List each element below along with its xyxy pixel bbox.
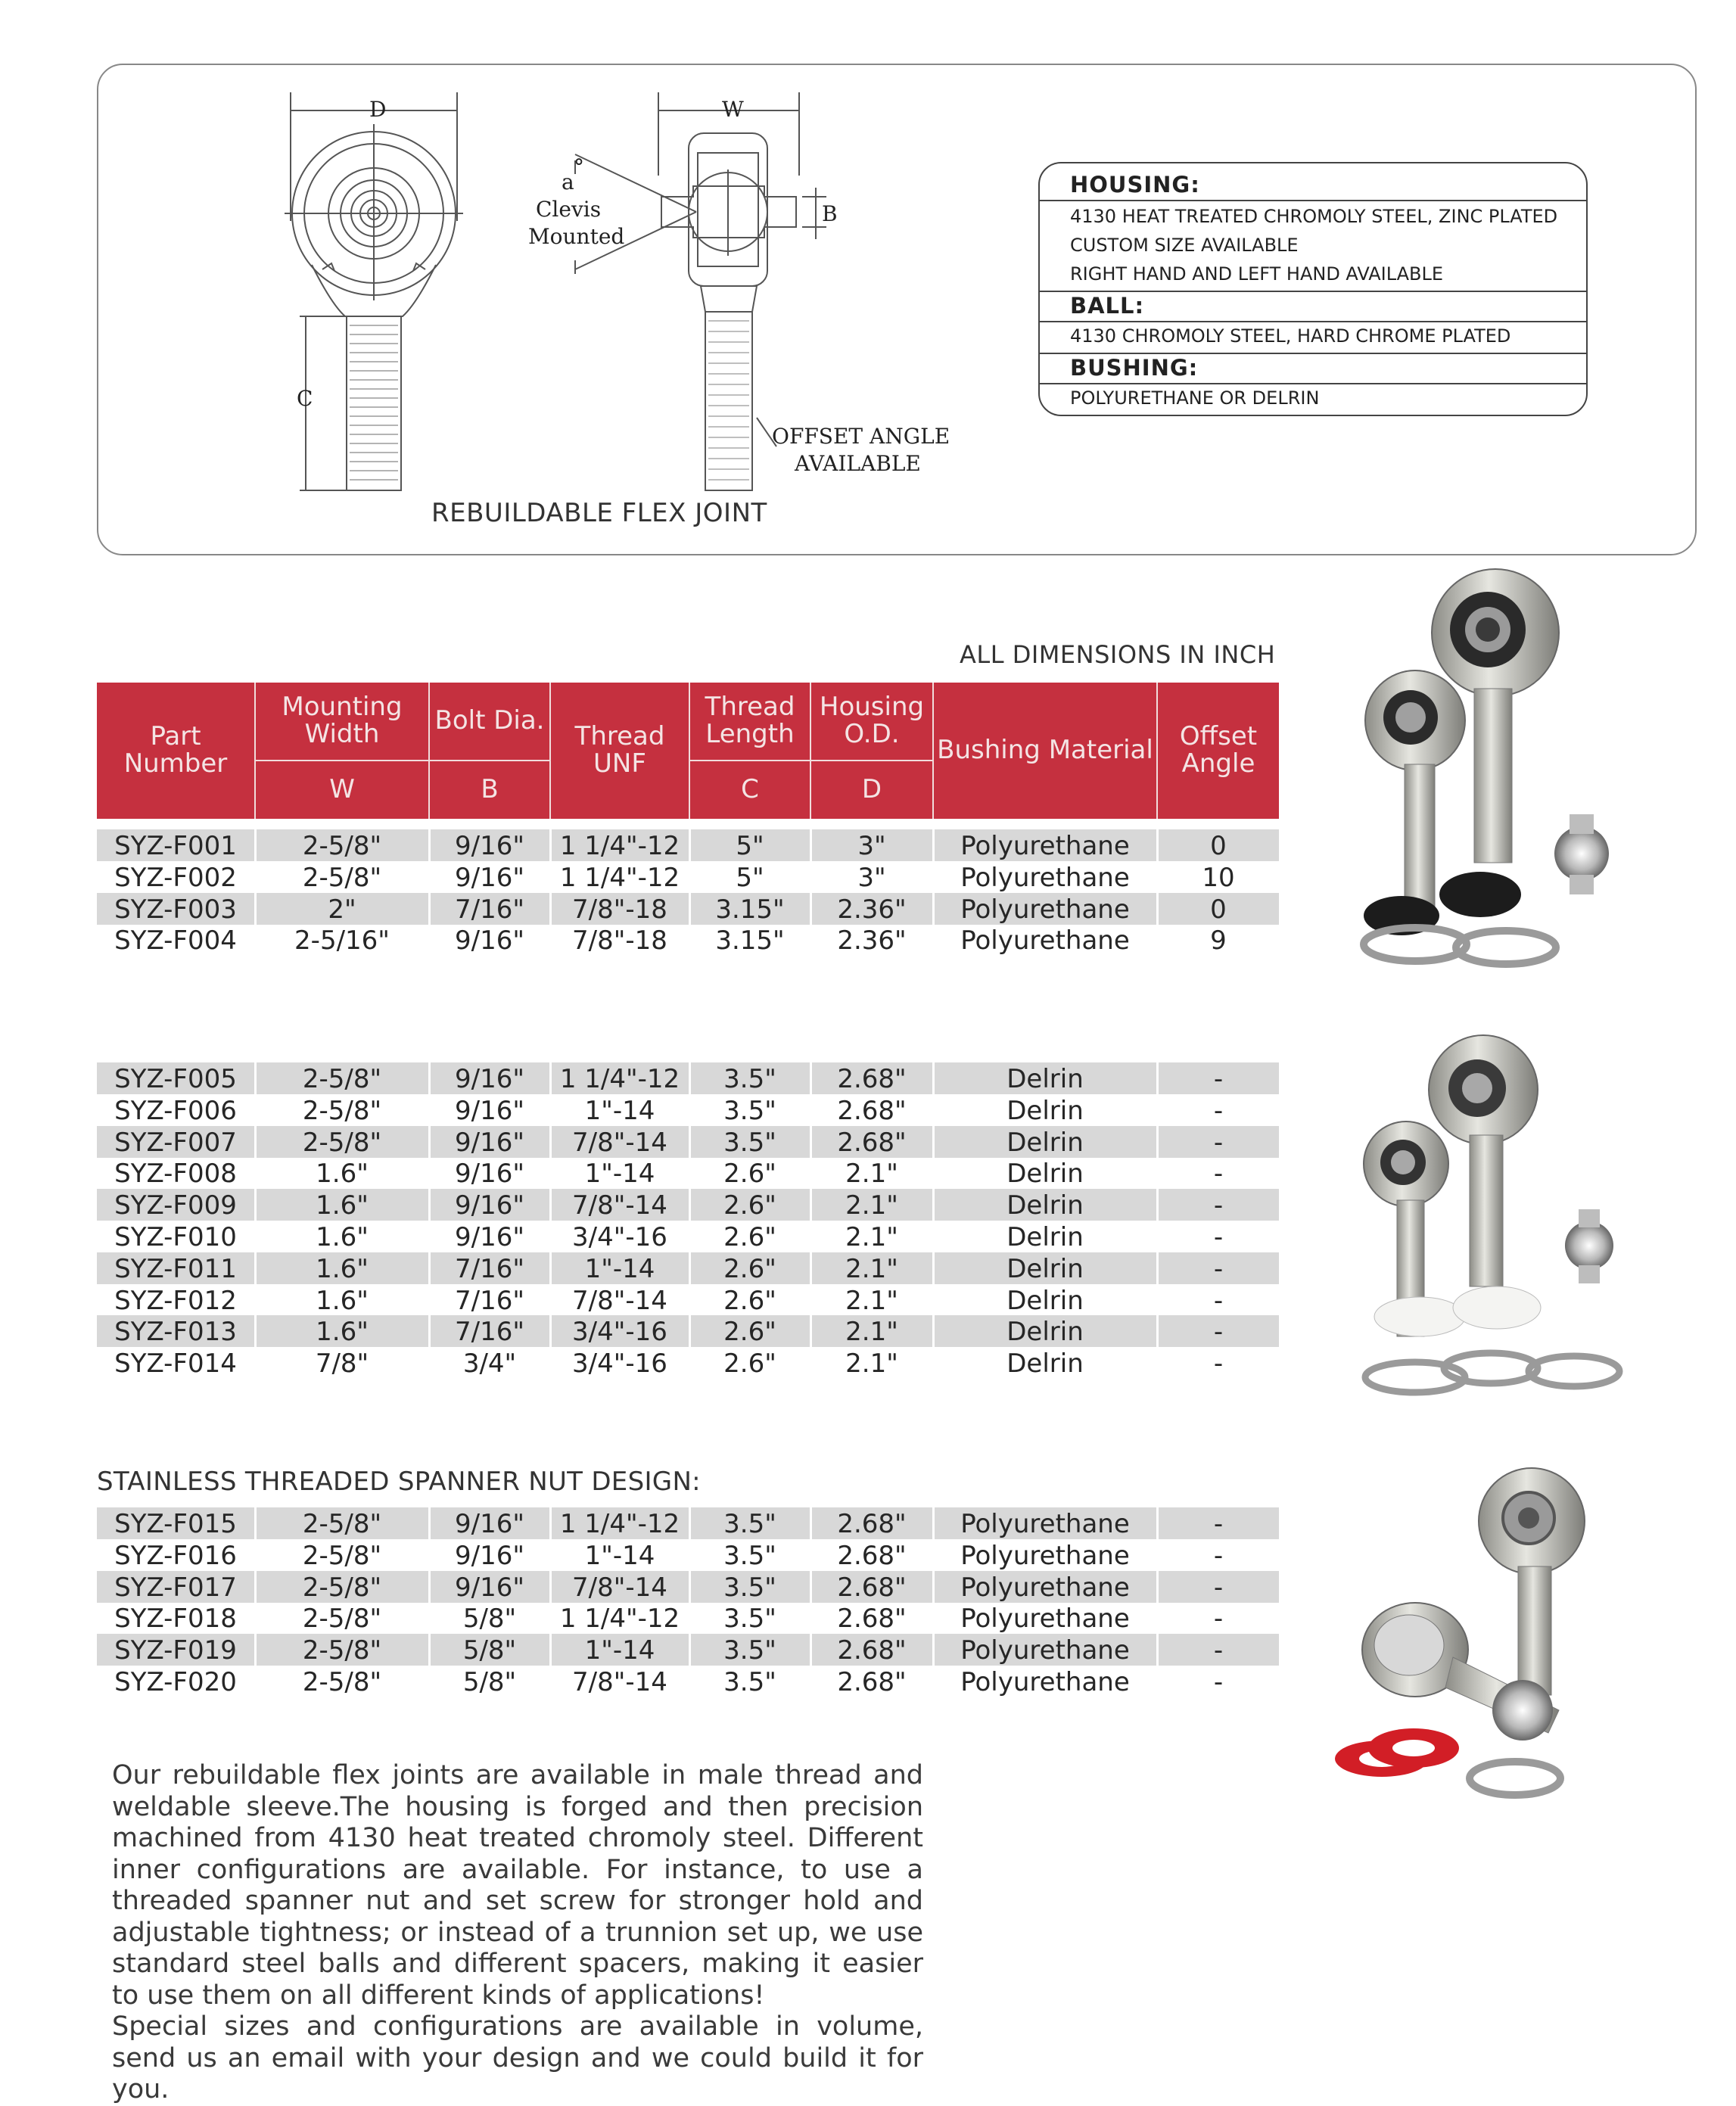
cell-mounting-width: 2-5/8" (302, 1604, 382, 1635)
cell-thread-length: 3.5" (723, 1667, 776, 1697)
cell-bolt-dia: 9/16" (455, 1572, 524, 1603)
cell-thread-length: 3.5" (723, 1509, 776, 1539)
cell-part-number: SYZ-F010 (114, 1222, 237, 1252)
offset-angle-label-line2: AVAILABLE (795, 451, 921, 476)
cell-part-number: SYZ-F003 (114, 894, 237, 925)
product-photo-polyurethane-kit (1339, 560, 1635, 984)
table-row (97, 1221, 1279, 1252)
col-thread-length: Thread Length (705, 692, 795, 749)
cell-bolt-dia: 5/8" (462, 1635, 517, 1666)
cell-bushing-material: Delrin (1006, 1190, 1084, 1221)
cell-offset-angle: - (1213, 1190, 1224, 1221)
cell-mounting-width: 1.6" (316, 1222, 369, 1252)
cell-housing-od: 2.1" (845, 1190, 898, 1221)
col-thread-length-sub: C (741, 774, 759, 805)
cell-thread-unf: 3/4"-16 (572, 1349, 667, 1380)
cell-thread-unf: 7/8"-14 (572, 1285, 667, 1316)
cell-bolt-dia: 9/16" (455, 1064, 524, 1094)
cell-thread-unf: 1"-14 (584, 1540, 655, 1571)
cell-mounting-width: 2-5/8" (302, 1635, 382, 1666)
table-row (97, 1126, 1279, 1158)
cell-offset-angle: - (1213, 1667, 1224, 1697)
cell-mounting-width: 2" (328, 894, 356, 925)
cell-mounting-width: 1.6" (316, 1317, 369, 1348)
cell-bushing-material: Delrin (1006, 1317, 1084, 1348)
cell-offset-angle: - (1213, 1222, 1224, 1252)
cell-thread-length: 3.5" (723, 1635, 776, 1666)
cell-bolt-dia: 9/16" (455, 1095, 524, 1126)
cell-thread-length: 3.15" (715, 925, 785, 957)
description (112, 1760, 923, 2106)
cell-thread-unf: 7/8"-14 (572, 1572, 667, 1603)
table-header (97, 683, 1279, 819)
cell-housing-od: 2.68" (837, 1509, 907, 1539)
bushing-item: POLYURETHANE OR DELRIN (1070, 387, 1320, 409)
cell-thread-length: 2.6" (723, 1190, 776, 1221)
cell-bolt-dia: 9/16" (455, 1127, 524, 1158)
cell-part-number: SYZ-F015 (114, 1509, 237, 1539)
cell-mounting-width: 2-5/8" (302, 1127, 382, 1158)
cell-bushing-material: Polyurethane (960, 862, 1130, 893)
spanner-nut-section-title: STAINLESS THREADED SPANNER NUT DESIGN: (97, 1467, 701, 1497)
cell-thread-unf: 7/8"-18 (572, 925, 667, 957)
cell-thread-length: 3.5" (723, 1127, 776, 1158)
cell-thread-unf: 1 1/4"-12 (559, 831, 680, 861)
cell-mounting-width: 2-5/8" (302, 1095, 382, 1126)
cell-housing-od: 2.68" (837, 1667, 907, 1697)
cell-bolt-dia: 7/16" (455, 1317, 524, 1348)
cell-part-number: SYZ-F012 (114, 1285, 237, 1316)
col-bolt-dia-sub: B (481, 774, 499, 805)
cell-bolt-dia: 5/8" (462, 1604, 517, 1635)
cell-part-number: SYZ-F006 (114, 1095, 237, 1126)
cell-bushing-material: Polyurethane (960, 1572, 1130, 1603)
cell-mounting-width: 2-5/8" (302, 831, 382, 861)
cell-thread-unf: 1 1/4"-12 (559, 1064, 680, 1094)
table-row (97, 1634, 1279, 1666)
cell-housing-od: 2.68" (837, 1127, 907, 1158)
cell-offset-angle: - (1213, 1159, 1224, 1190)
cell-mounting-width: 2-5/8" (302, 1064, 382, 1094)
cell-thread-length: 3.5" (723, 1095, 776, 1126)
cell-bushing-material: Delrin (1006, 1064, 1084, 1094)
cell-thread-length: 2.6" (723, 1285, 776, 1316)
cell-bolt-dia: 9/16" (455, 1540, 524, 1571)
cell-offset-angle: - (1213, 1540, 1224, 1571)
cell-bolt-dia: 9/16" (455, 1159, 524, 1190)
cell-bushing-material: Delrin (1006, 1253, 1084, 1284)
cell-mounting-width: 2-5/8" (302, 1509, 382, 1539)
cell-offset-angle: 0 (1210, 894, 1227, 925)
col-mounting-width-sub: W (329, 774, 355, 805)
cell-offset-angle: 10 (1202, 862, 1235, 893)
housing-item: 4130 HEAT TREATED CHROMOLY STEEL, ZINC PLATED (1070, 206, 1558, 227)
cell-thread-length: 5" (736, 862, 764, 893)
cell-bolt-dia: 9/16" (455, 1509, 524, 1539)
cell-part-number: SYZ-F009 (114, 1190, 237, 1221)
cell-bolt-dia: 9/16" (455, 831, 524, 861)
cell-mounting-width: 2-5/8" (302, 1572, 382, 1603)
cell-offset-angle: - (1213, 1635, 1224, 1666)
dim-w-label: W (722, 97, 744, 122)
cell-bolt-dia: 7/16" (455, 1253, 524, 1284)
cell-housing-od: 2.68" (837, 1064, 907, 1094)
table-row (97, 893, 1279, 925)
cell-bolt-dia: 9/16" (455, 1190, 524, 1221)
table-row (97, 1315, 1279, 1347)
cell-part-number: SYZ-F018 (114, 1604, 237, 1635)
cell-offset-angle: - (1213, 1095, 1224, 1126)
cell-housing-od: 3" (857, 831, 886, 861)
col-offset-angle: Offset Angle (1179, 721, 1258, 779)
cell-bolt-dia: 7/16" (455, 894, 524, 925)
cell-thread-unf: 7/8"-14 (572, 1127, 667, 1158)
cell-part-number: SYZ-F007 (114, 1127, 237, 1158)
housing-title: HOUSING: (1070, 172, 1200, 198)
cell-offset-angle: - (1213, 1509, 1224, 1539)
cell-housing-od: 3" (857, 862, 886, 893)
cell-mounting-width: 7/8" (315, 1349, 369, 1380)
cell-part-number: SYZ-F008 (114, 1159, 237, 1190)
cell-thread-unf: 3/4"-16 (572, 1222, 667, 1252)
cell-offset-angle: - (1213, 1285, 1224, 1316)
col-bushing-material: Bushing Material (937, 735, 1153, 766)
cell-thread-unf: 1"-14 (584, 1253, 655, 1284)
cell-housing-od: 2.36" (837, 894, 907, 925)
dim-b-label: B (822, 201, 838, 226)
cell-part-number: SYZ-F002 (114, 862, 237, 893)
ball-title: BALL: (1070, 293, 1145, 319)
cell-bushing-material: Polyurethane (960, 1604, 1130, 1635)
table-row (97, 829, 1279, 861)
cell-housing-od: 2.68" (837, 1635, 907, 1666)
cell-part-number: SYZ-F016 (114, 1540, 237, 1571)
cell-part-number: SYZ-F019 (114, 1635, 237, 1666)
cell-thread-unf: 3/4"-16 (572, 1317, 667, 1348)
cell-bushing-material: Polyurethane (960, 831, 1130, 861)
cell-thread-length: 2.6" (723, 1253, 776, 1284)
cell-housing-od: 2.1" (845, 1253, 898, 1284)
cell-bushing-material: Polyurethane (960, 1667, 1130, 1697)
cell-housing-od: 2.68" (837, 1604, 907, 1635)
table-row (97, 1284, 1279, 1316)
ball-item: 4130 CHROMOLY STEEL, HARD CHROME PLATED (1070, 325, 1511, 347)
cell-mounting-width: 2-5/8" (302, 862, 382, 893)
table-row (97, 1062, 1279, 1094)
cell-bushing-material: Delrin (1006, 1285, 1084, 1316)
cell-offset-angle: - (1213, 1127, 1224, 1158)
cell-thread-unf: 1"-14 (584, 1159, 655, 1190)
cell-offset-angle: - (1213, 1064, 1224, 1094)
units-note: ALL DIMENSIONS IN INCH (960, 640, 1276, 669)
cell-mounting-width: 1.6" (316, 1285, 369, 1316)
table-row (97, 1252, 1279, 1284)
cell-thread-length: 3.5" (723, 1064, 776, 1094)
cell-housing-od: 2.36" (837, 925, 907, 957)
col-bolt-dia: Bolt Dia. (434, 705, 545, 736)
cell-bolt-dia: 9/16" (455, 925, 524, 957)
cell-offset-angle: - (1213, 1317, 1224, 1348)
cell-part-number: SYZ-F014 (114, 1349, 237, 1380)
cell-bushing-material: Polyurethane (960, 1540, 1130, 1571)
cell-offset-angle: - (1213, 1349, 1224, 1380)
table-row (97, 1189, 1279, 1221)
cell-housing-od: 2.68" (837, 1095, 907, 1126)
dim-d-label: D (369, 97, 387, 122)
col-part-number: Part Number (123, 721, 228, 779)
col-mounting-width: Mounting Width (282, 692, 403, 749)
cell-part-number: SYZ-F017 (114, 1572, 237, 1603)
cell-part-number: SYZ-F001 (114, 831, 237, 861)
cell-bolt-dia: 7/16" (455, 1285, 524, 1316)
cell-thread-length: 2.6" (723, 1222, 776, 1252)
cell-mounting-width: 1.6" (316, 1253, 369, 1284)
cell-bushing-material: Delrin (1006, 1222, 1084, 1252)
cell-thread-length: 2.6" (723, 1159, 776, 1190)
table-row (97, 1094, 1279, 1126)
cell-bushing-material: Polyurethane (960, 1509, 1130, 1539)
cell-mounting-width: 1.6" (316, 1190, 369, 1221)
cell-thread-unf: 7/8"-14 (572, 1190, 667, 1221)
angle-a-label: a (562, 170, 574, 194)
cell-thread-unf: 1"-14 (584, 1635, 655, 1666)
cell-thread-length: 2.6" (723, 1349, 776, 1380)
cell-part-number: SYZ-F005 (114, 1064, 237, 1094)
cell-housing-od: 2.1" (845, 1349, 898, 1380)
product-photo-spanner-nut-kit (1324, 1461, 1642, 1824)
cell-thread-length: 3.5" (723, 1540, 776, 1571)
cell-bushing-material: Polyurethane (960, 1635, 1130, 1666)
cell-part-number: SYZ-F013 (114, 1317, 237, 1348)
cell-thread-unf: 1 1/4"-12 (559, 1509, 680, 1539)
cell-thread-unf: 1 1/4"-12 (559, 1604, 680, 1635)
degree-label: ° (574, 154, 584, 179)
cell-bushing-material: Delrin (1006, 1127, 1084, 1158)
cell-offset-angle: 9 (1210, 925, 1227, 957)
col-housing-od-sub: D (861, 774, 882, 805)
housing-item: RIGHT HAND AND LEFT HAND AVAILABLE (1070, 263, 1444, 285)
cell-thread-length: 2.6" (723, 1317, 776, 1348)
cell-mounting-width: 1.6" (316, 1159, 369, 1190)
spec-box (1038, 162, 1588, 416)
front-view-drawing (285, 92, 463, 490)
cell-offset-angle: - (1213, 1253, 1224, 1284)
table-row (97, 924, 1279, 956)
description-paragraph: Our rebuildable flex joints are available in male thread and weldable sleeve.The housing is forged and then precision machined from 4130 heat treated chromoly steel. Different inner configurations are available. For instance, to use a threaded spanner nut and set screw for stronger hold and adjustable tightness; or instead of a trunnion set up, we use standard steel balls and different spacers, making it easier to use them on all different kinds of applications! (112, 1760, 923, 2011)
cell-bolt-dia: 9/16" (455, 1222, 524, 1252)
col-housing-od: Housing O.D. (819, 692, 925, 749)
table-row (97, 1666, 1279, 1697)
col-thread-unf: Thread UNF (574, 721, 665, 779)
cell-housing-od: 2.1" (845, 1285, 898, 1316)
cell-bolt-dia: 9/16" (455, 862, 524, 893)
product-photo-delrin-kit (1347, 1029, 1642, 1408)
bushing-title: BUSHING: (1070, 355, 1199, 381)
table-row (97, 1157, 1279, 1189)
cell-bushing-material: Polyurethane (960, 894, 1130, 925)
cell-thread-length: 3.5" (723, 1572, 776, 1603)
table-row (97, 1347, 1279, 1379)
flex-joint-drawing (257, 85, 961, 554)
cell-offset-angle: - (1213, 1572, 1224, 1603)
cell-thread-length: 5" (736, 831, 764, 861)
cell-thread-length: 3.15" (715, 894, 785, 925)
cell-bushing-material: Delrin (1006, 1159, 1084, 1190)
diagram-caption: REBUILDABLE FLEX JOINT (431, 498, 767, 528)
cell-bushing-material: Polyurethane (960, 925, 1130, 957)
cell-bolt-dia: 3/4" (462, 1349, 517, 1380)
table-row (97, 1507, 1279, 1539)
table-row (97, 1539, 1279, 1571)
cell-offset-angle: - (1213, 1604, 1224, 1635)
cell-housing-od: 2.1" (845, 1222, 898, 1252)
cell-mounting-width: 2-5/8" (302, 1540, 382, 1571)
cell-offset-angle: 0 (1210, 831, 1227, 861)
table-row (97, 861, 1279, 893)
cell-mounting-width: 2-5/16" (294, 925, 390, 957)
clevis-label: Clevis (536, 197, 602, 222)
table-row (97, 1602, 1279, 1634)
cell-bushing-material: Delrin (1006, 1349, 1084, 1380)
cell-thread-unf: 7/8"-14 (572, 1667, 667, 1697)
cell-bushing-material: Delrin (1006, 1095, 1084, 1126)
cell-housing-od: 2.68" (837, 1572, 907, 1603)
cell-thread-length: 3.5" (723, 1604, 776, 1635)
cell-housing-od: 2.68" (837, 1540, 907, 1571)
mounted-label: Mounted (528, 224, 625, 249)
cell-part-number: SYZ-F011 (114, 1253, 237, 1284)
cell-housing-od: 2.1" (845, 1317, 898, 1348)
offset-angle-label-line1: OFFSET ANGLE (772, 424, 950, 449)
cell-part-number: SYZ-F020 (114, 1667, 237, 1697)
cell-thread-unf: 7/8"-18 (572, 894, 667, 925)
cell-bolt-dia: 5/8" (462, 1667, 517, 1697)
cell-part-number: SYZ-F004 (114, 925, 237, 957)
cell-mounting-width: 2-5/8" (302, 1667, 382, 1697)
cell-thread-unf: 1"-14 (584, 1095, 655, 1126)
housing-item: CUSTOM SIZE AVAILABLE (1070, 235, 1299, 256)
dim-c-label: C (297, 386, 313, 411)
table-row (97, 1571, 1279, 1603)
cell-housing-od: 2.1" (845, 1159, 898, 1190)
description-paragraph: Special sizes and configurations are available in volume, send us an email with your design and we could build it for you. (112, 2011, 923, 2104)
cell-thread-unf: 1 1/4"-12 (559, 862, 680, 893)
